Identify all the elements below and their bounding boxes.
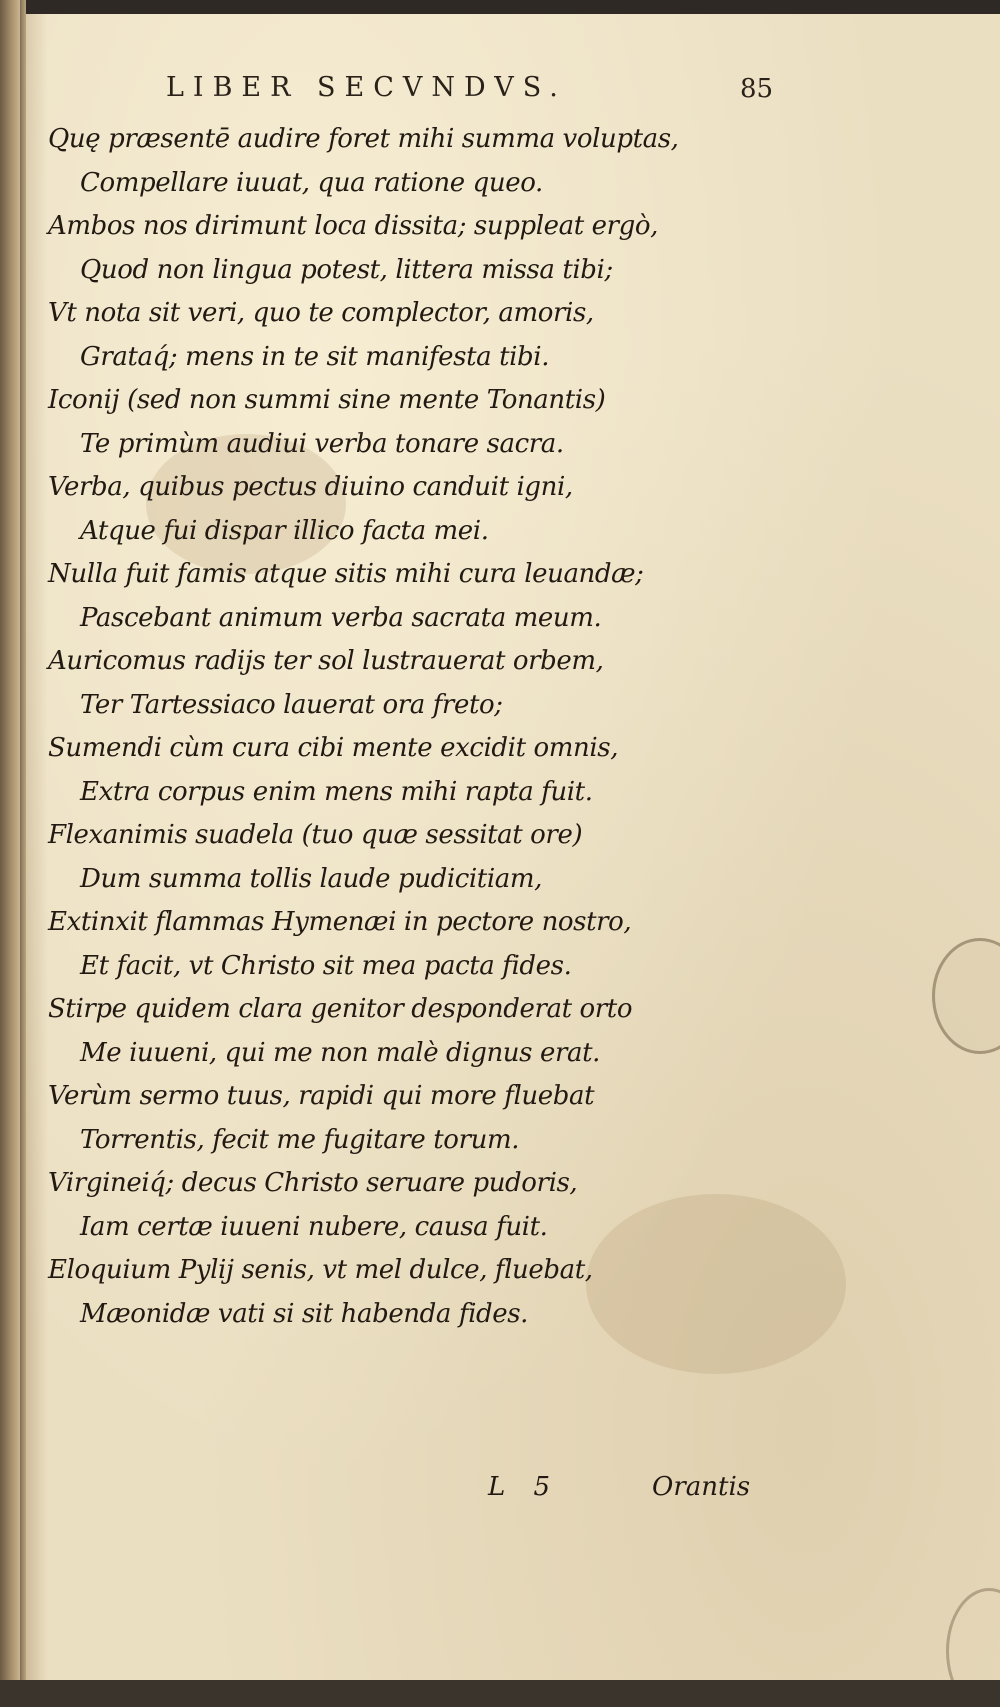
verse-line: Ter Tartessiaco lauerat ora freto; (80, 689, 503, 720)
verse-line: Quę præsentē audire foret mihi summa voluptas, (48, 124, 679, 154)
verse-line: Atque fui dispar illico facta mei. (80, 515, 489, 546)
verse-line: Verba, quibus pectus diuino canduit igni, (48, 472, 573, 502)
signature-mark: L 5 (488, 1472, 561, 1502)
verse-line: Quod non lingua potest, littera missa tibi; (80, 254, 613, 285)
verse-line: Nulla fuit famis atque sitis mihi cura leuandæ; (48, 559, 644, 589)
verse-line: Extinxit flammas Hymenæi in pectore nostro, (48, 907, 632, 937)
running-head: LIBER SECVNDVS. (166, 72, 567, 103)
verse-line: Iconij (sed non summi sine mente Tonantis) (48, 385, 606, 415)
catchword: Orantis (652, 1472, 751, 1502)
verse-line: Pascebant animum verba sacrata meum. (80, 602, 602, 633)
verse-line: Virgineiq́; decus Christo seruare pudoris, (48, 1168, 578, 1198)
verse-line: Et facit, vt Christo sit mea pacta fides. (80, 950, 572, 981)
verse-line: Auricomus radijs ter sol lustrauerat orbem, (48, 646, 604, 676)
verse-line: Grataq́; mens in te sit manifesta tibi. (80, 341, 550, 372)
verse-line: Dum summa tollis laude pudicitiam, (80, 863, 542, 894)
verse-line: Ambos nos dirimunt loca dissita; suppleat ergò, (48, 211, 658, 241)
verse-line: Extra corpus enim mens mihi rapta fuit. (80, 776, 593, 807)
verse-line: Stirpe quidem clara genitor desponderat orto (48, 994, 633, 1024)
verse-text (48, 118, 948, 1336)
scan-background-bottom (0, 1680, 1000, 1707)
verse-line: Eloquium Pylij senis, vt mel dulce, fluebat, (48, 1255, 593, 1285)
verse-line: Iam certæ iuueni nubere, causa fuit. (80, 1211, 548, 1242)
page-number: 85 (740, 74, 774, 104)
page-header (26, 72, 1000, 112)
verse-line: Te primùm audiui verba tonare sacra. (80, 428, 564, 459)
verse-line: Torrentis, fecit me fugitare torum. (80, 1124, 520, 1155)
verse-line: Flexanimis suadela (tuo quæ sessitat ore) (48, 820, 583, 850)
verse-line: Compellare iuuat, qua ratione queo. (80, 167, 543, 198)
verse-line: Me iuueni, qui me non malè dignus erat. (80, 1037, 600, 1068)
page-footer (26, 1472, 1000, 1512)
book-page (26, 14, 1000, 1680)
verse-line: Verùm sermo tuus, rapidi qui more fluebat (48, 1081, 595, 1111)
verse-line: Vt nota sit veri, quo te complector, amoris, (48, 298, 594, 328)
verse-line: Sumendi cùm cura cibi mente excidit omnis, (48, 733, 619, 763)
scan-background-top (0, 0, 1000, 14)
verse-line: Mæonidæ vati si sit habenda fides. (80, 1298, 529, 1329)
